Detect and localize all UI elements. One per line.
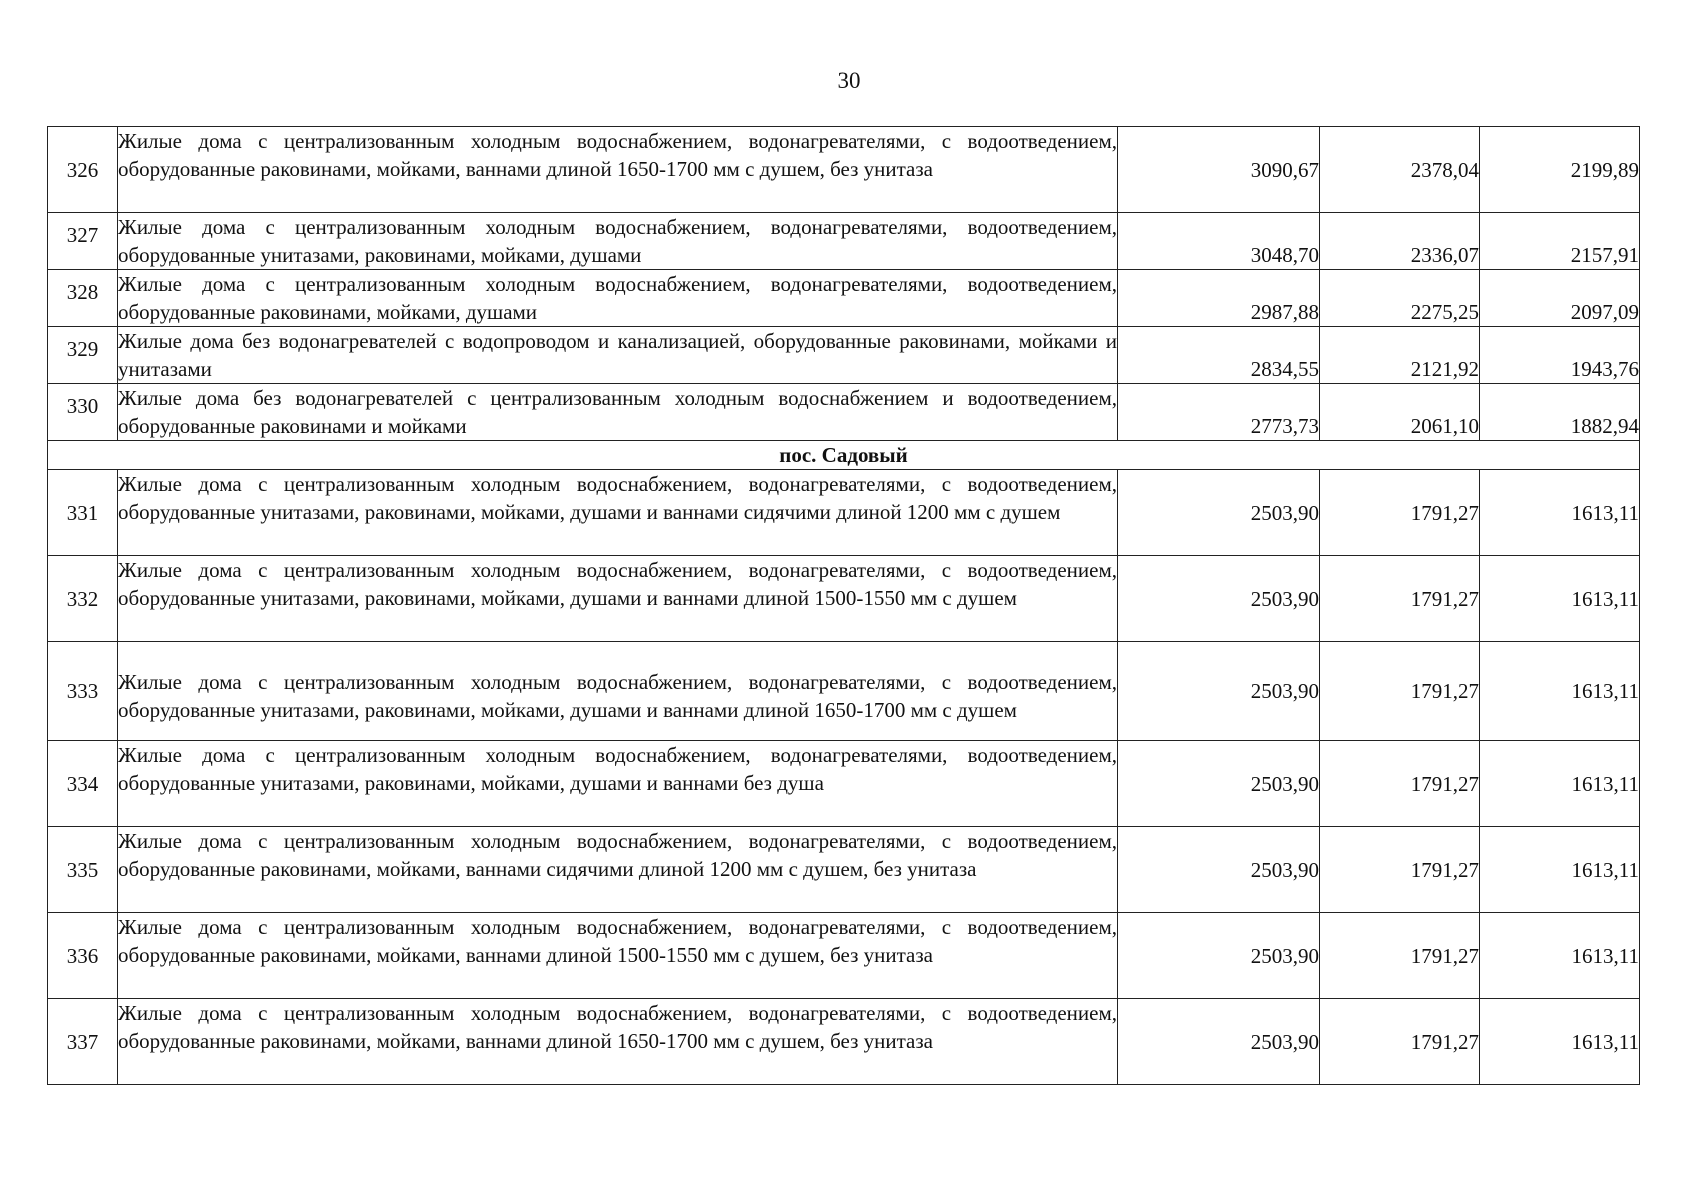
row-description: Жилые дома с централизованным холодным водоснабжением, водонагревателями, с водоотведением, оборудованные унитазами, раковинами, мойками, душами и ваннами длиной 1650-1700 мм с душем	[118, 642, 1118, 741]
tariff-value-2: 1791,27	[1320, 642, 1480, 741]
row-description: Жилые дома с централизованным холодным водоснабжением, водонагревателями, с водоотведением, оборудованные раковинами, мойками, ваннами длиной 1650-1700 мм с душем, без унитаза	[118, 127, 1118, 213]
row-description: Жилые дома с централизованным холодным водоснабжением, водонагревателями, с водоотведением, оборудованные раковинами, мойками, ваннами сидячими длиной 1200 мм с душем, без унитаза	[118, 827, 1118, 913]
row-number: 328	[48, 270, 118, 327]
table-row	[48, 470, 1640, 556]
tariff-value-3: 1613,11	[1480, 470, 1640, 556]
row-description: Жилые дома без водонагревателей с централизованным холодным водоснабжением и водоотведением, оборудованные раковинами и мойками	[118, 384, 1118, 441]
tariff-value-2: 2336,07	[1320, 213, 1480, 270]
tariff-value-2: 1791,27	[1320, 470, 1480, 556]
row-description: Жилые дома с централизованным холодным водоснабжением, водонагревателями, водоотведением, оборудованные унитазами, раковинами, мойками, душами	[118, 213, 1118, 270]
row-number: 336	[48, 913, 118, 999]
tariff-value-2: 1791,27	[1320, 556, 1480, 642]
table-row	[48, 384, 1640, 441]
tariff-value-3: 1943,76	[1480, 327, 1640, 384]
tariff-value-3: 1613,11	[1480, 741, 1640, 827]
tariff-value-1: 2987,88	[1118, 270, 1320, 327]
table-row	[48, 213, 1640, 270]
row-number: 335	[48, 827, 118, 913]
table-row	[48, 913, 1640, 999]
tariff-value-3: 1882,94	[1480, 384, 1640, 441]
section-title: пос. Садовый	[48, 441, 1640, 470]
tariff-value-3: 2097,09	[1480, 270, 1640, 327]
tariff-value-3: 1613,11	[1480, 556, 1640, 642]
table-row	[48, 127, 1640, 213]
tariff-value-3: 1613,11	[1480, 913, 1640, 999]
row-number: 337	[48, 999, 118, 1085]
tariff-value-1: 2503,90	[1118, 741, 1320, 827]
tariff-value-1: 2503,90	[1118, 827, 1320, 913]
tariff-value-2: 2121,92	[1320, 327, 1480, 384]
tariff-value-1: 2503,90	[1118, 913, 1320, 999]
table-row	[48, 270, 1640, 327]
table-row	[48, 556, 1640, 642]
table-row	[48, 999, 1640, 1085]
row-description: Жилые дома с централизованным холодным водоснабжением, водонагревателями, с водоотведением, оборудованные унитазами, раковинами, мойками, душами и ваннами длиной 1500-1550 мм с душем	[118, 556, 1118, 642]
row-number: 331	[48, 470, 118, 556]
row-description: Жилые дома с централизованным холодным водоснабжением, водонагревателями, с водоотведением, оборудованные раковинами, мойками, ваннами длиной 1650-1700 мм с душем, без унитаза	[118, 999, 1118, 1085]
tariff-value-3: 2157,91	[1480, 213, 1640, 270]
tariff-value-2: 1791,27	[1320, 913, 1480, 999]
tariff-value-3: 1613,11	[1480, 642, 1640, 741]
tariff-value-3: 1613,11	[1480, 999, 1640, 1085]
tariff-value-2: 1791,27	[1320, 999, 1480, 1085]
row-number: 334	[48, 741, 118, 827]
tariff-value-2: 2061,10	[1320, 384, 1480, 441]
tariff-value-2: 1791,27	[1320, 741, 1480, 827]
table-row	[48, 741, 1640, 827]
row-number: 327	[48, 213, 118, 270]
tariff-value-3: 1613,11	[1480, 827, 1640, 913]
table-row	[48, 327, 1640, 384]
tariff-value-2: 2378,04	[1320, 127, 1480, 213]
row-number: 326	[48, 127, 118, 213]
section-row	[48, 441, 1640, 470]
row-description: Жилые дома с централизованным холодным водоснабжением, водонагревателями, водоотведением, оборудованные унитазами, раковинами, мойками, душами и ваннами без душа	[118, 741, 1118, 827]
row-number: 333	[48, 642, 118, 741]
tariff-value-1: 2503,90	[1118, 470, 1320, 556]
row-description: Жилые дома без водонагревателей с водопроводом и канализацией, оборудованные раковинами, мойками и унитазами	[118, 327, 1118, 384]
tariff-value-1: 2503,90	[1118, 999, 1320, 1085]
tariff-value-1: 2503,90	[1118, 642, 1320, 741]
row-number: 330	[48, 384, 118, 441]
row-description: Жилые дома с централизованным холодным водоснабжением, водонагревателями, водоотведением, оборудованные раковинами, мойками, душами	[118, 270, 1118, 327]
tariff-value-1: 3048,70	[1118, 213, 1320, 270]
tariff-value-1: 3090,67	[1118, 127, 1320, 213]
row-number: 329	[48, 327, 118, 384]
page-number: 30	[837, 68, 861, 93]
row-description: Жилые дома с централизованным холодным водоснабжением, водонагревателями, с водоотведением, оборудованные раковинами, мойками, ваннами длиной 1500-1550 мм с душем, без унитаза	[118, 913, 1118, 999]
table-row	[48, 642, 1640, 741]
tariff-value-2: 1791,27	[1320, 827, 1480, 913]
tariff-value-2: 2275,25	[1320, 270, 1480, 327]
tariff-table	[47, 126, 1640, 1085]
row-description: Жилые дома с централизованным холодным водоснабжением, водонагревателями, с водоотведением, оборудованные унитазами, раковинами, мойками, душами и ваннами сидячими длиной 1200 мм с душем	[118, 470, 1118, 556]
tariff-value-1: 2503,90	[1118, 556, 1320, 642]
row-number: 332	[48, 556, 118, 642]
tariff-value-1: 2773,73	[1118, 384, 1320, 441]
tariff-value-1: 2834,55	[1118, 327, 1320, 384]
tariff-value-3: 2199,89	[1480, 127, 1640, 213]
table-row	[48, 827, 1640, 913]
